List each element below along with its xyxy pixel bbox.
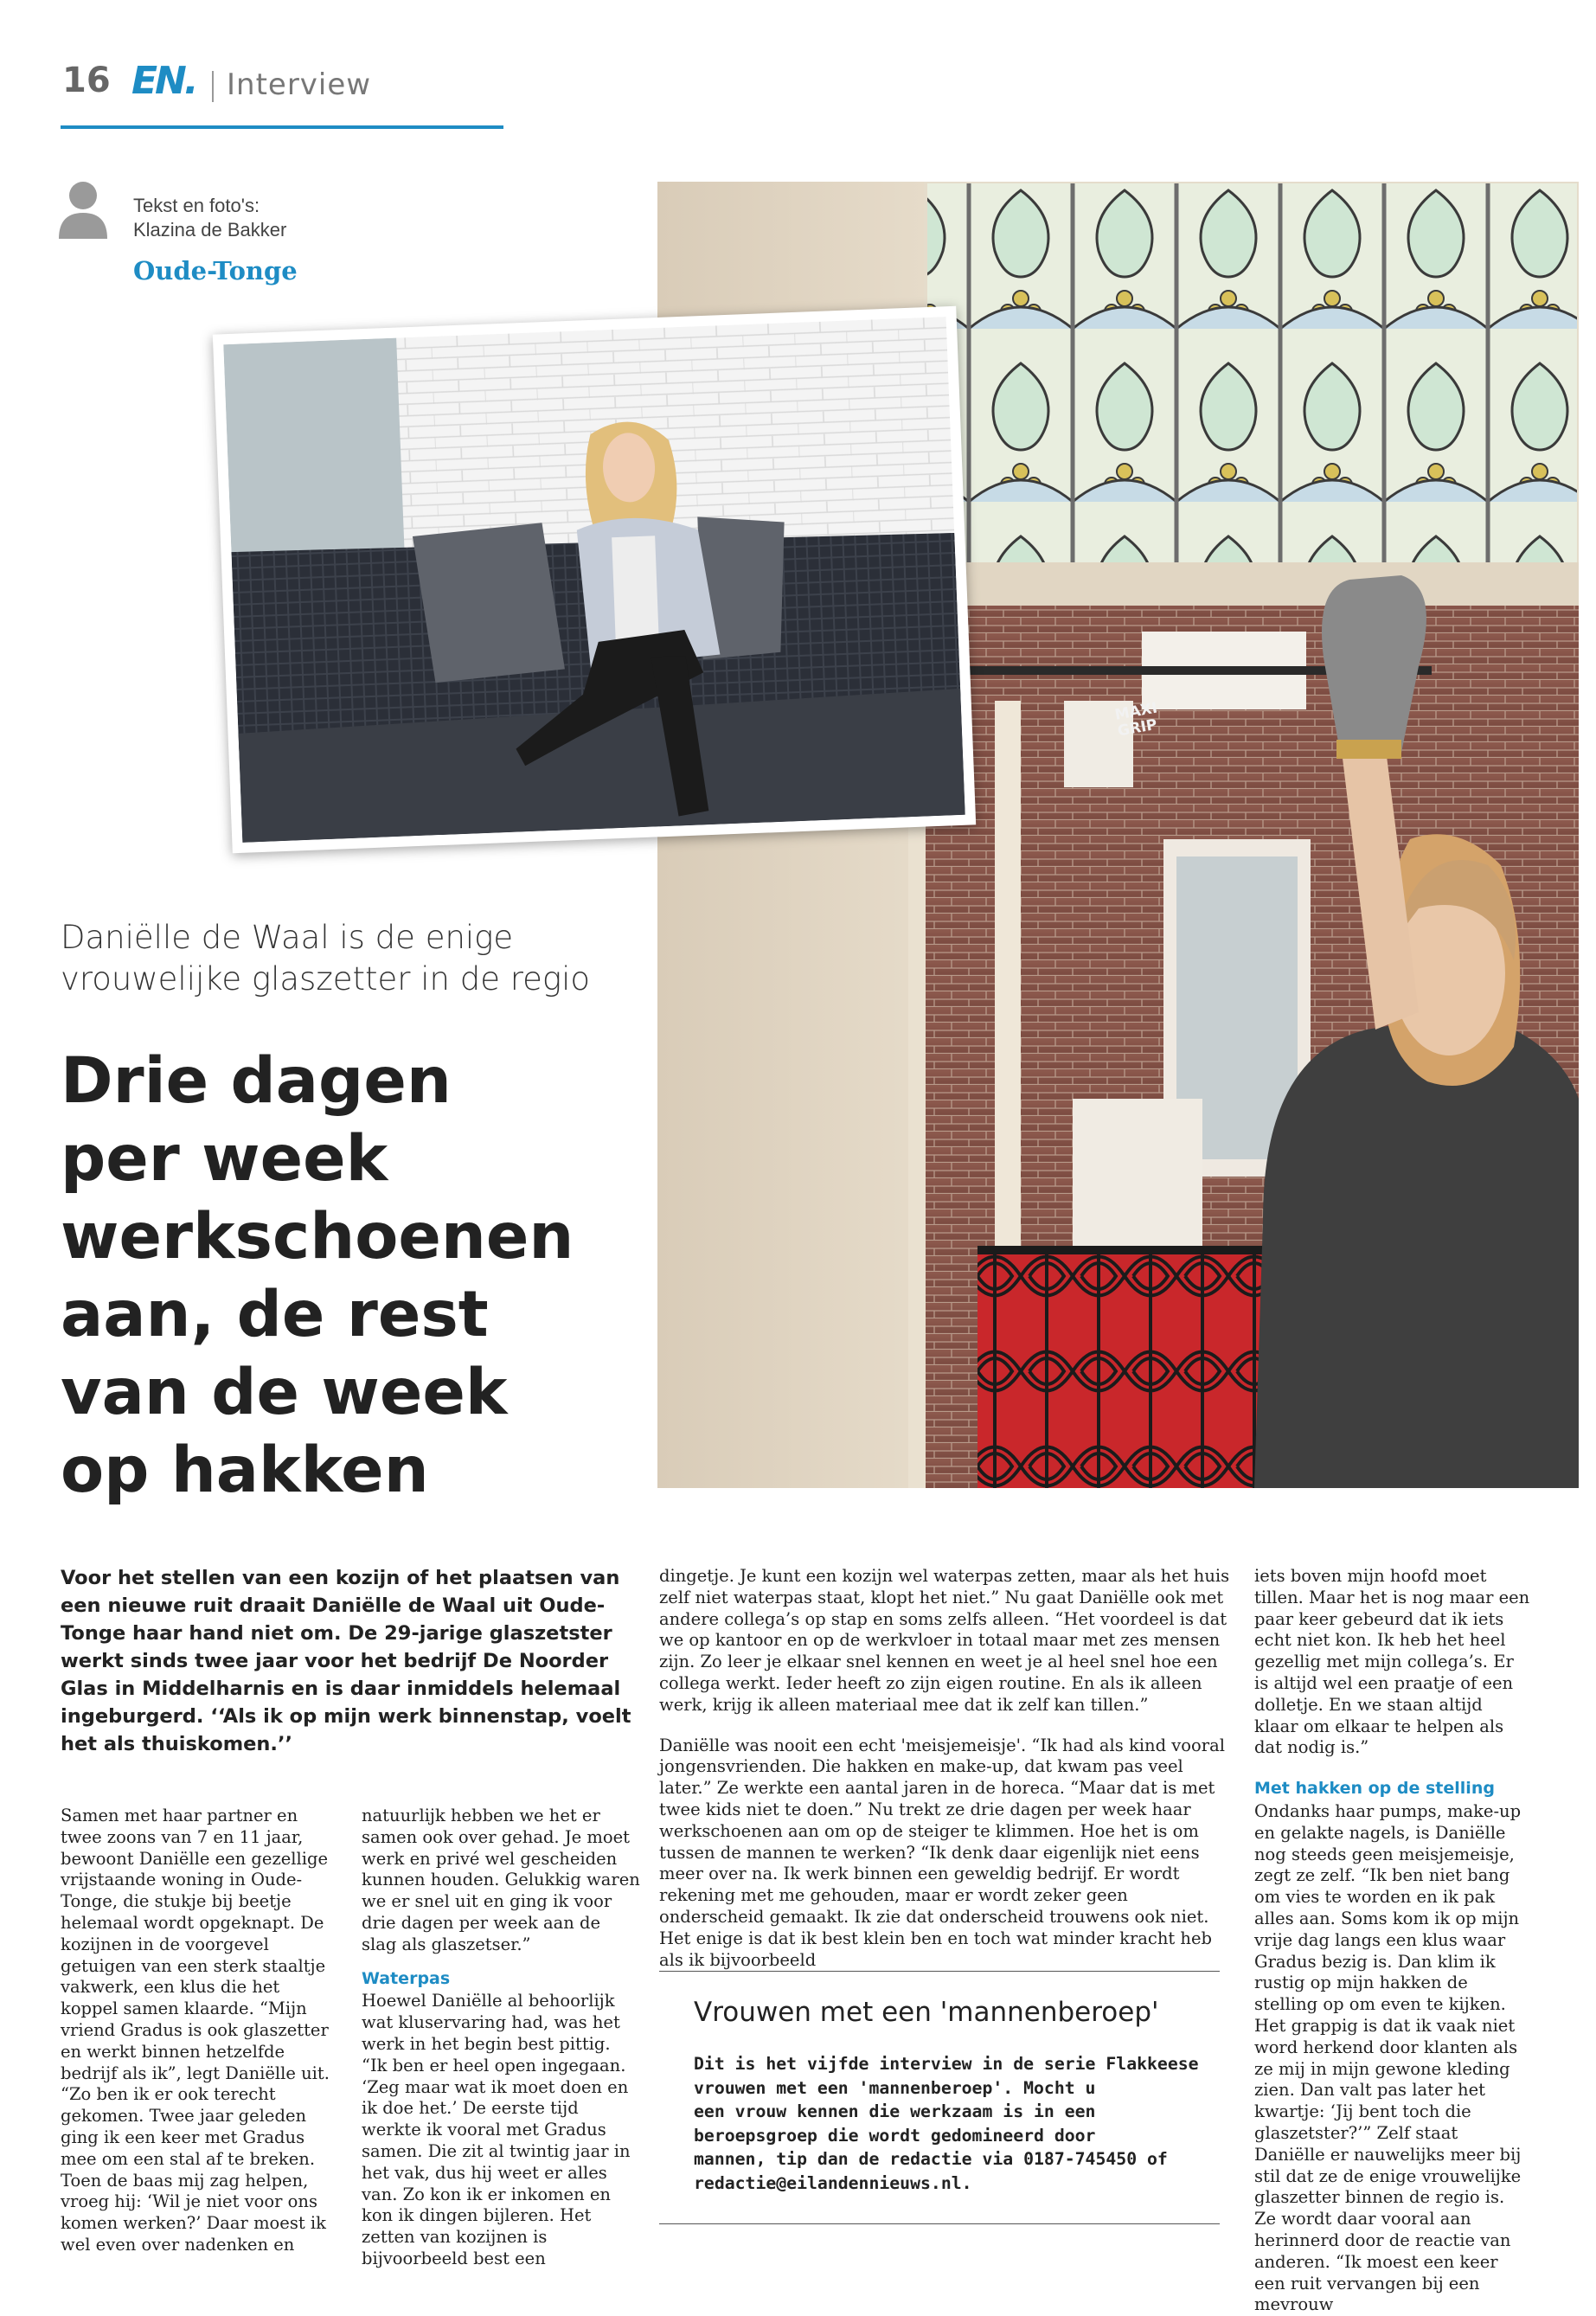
- page-number: 16: [62, 61, 111, 100]
- byline-author: Klazina de Bakker: [133, 219, 287, 241]
- info-box-text: [694, 2052, 1204, 2195]
- body-column-3: [659, 1566, 1230, 1971]
- paragraph: Hoewel Daniëlle al behoorlijk wat kluservaring had, was het werk in het begin best pittig. “Ik ben er heel open ingegaan. ‘Zeg maar wat ik moet doen en ik doe het.’ De eerste tijd werkte ik vooral met Gradus samen. Die zit al twintig jaar in het vak, dus hij weet er alles van. Zo kon ik er inkomen en kon ik dingen bijleren. Het zetten van kozijnen is bijvoorbeeld best een: [362, 1991, 631, 2268]
- header-divider: [212, 71, 214, 102]
- headline-line: van de week: [61, 1356, 508, 1429]
- paragraph: Daniëlle was nooit een echt 'meisjemeisje'. “Ik had als kind vooral jongensvrienden. Die hakken en make-up, dat kwam pas veel later.” Ze werkte een aantal jaren in de horeca. “Maar dat is met twee kids niet te doen.” Nu trekt ze drie dagen per week haar werkschoenen aan om op de steiger te klimmen. Hoe het is om tussen de mannen te werken? “Ik denk daar eigenlijk niet eens meer over na. Ik werk binnen een geweldig bedrijf. Er wordt rekening met me gehouden, maar er wordt zeker geen onderscheid gemaakt. Ik zie dat onderscheid trouwens ook niet. Het enige is dat ik best klein ben en toch wat minder kracht heb als ik bijvoorbeeld: [659, 1735, 1225, 1970]
- kicker: Daniëlle de Waal is de enige vrouwelijke glaszetter in de regio: [61, 919, 591, 998]
- headline-line: aan, de rest: [61, 1278, 489, 1351]
- dateline-place: Oude-Tonge: [133, 256, 298, 285]
- byline-credit: Tekst en foto's:: [133, 195, 260, 216]
- headline-line: per week: [61, 1122, 388, 1196]
- paragraph: dingetje. Je kunt een kozijn wel waterpas zetten, maar als het huis zelf niet waterpas staat, klopt het niet.” Nu gaat Daniëlle ook met andere collega’s op stap en soms zelfs alleen. “Het voordeel is dat we op kantoor en op de werkvloer in totaal maar met zes mensen zijn. Zo leer je elkaar snel kennen en weet je al heel snel hoe een collega werkt. Ieder heeft zo zijn eigen routine. En als ik alleen werk, krijg ik alleen materiaal mee dat ik zelf kan tillen.”: [659, 1566, 1230, 1715]
- subheading-hakken: Met hakken op de stelling: [1254, 1779, 1495, 1799]
- info-box-line: redactie@eilandennieuws.nl.: [694, 2172, 972, 2193]
- info-box-line: beroepsgroep die wordt gedomineerd door: [694, 2125, 1096, 2146]
- lead-paragraph: Voor het stellen van een kozijn of het plaatsen van een nieuwe ruit draait Daniëlle de Waal uit Oude-Tonge haar hand niet om. De 29-jarige glaszetster werkt sinds twee jaar voor het bedrijf De Noorder Glas in Middelharnis en is daar inmiddels helemaal ingeburgerd. ‘‘Als ik op mijn werk binnenstap, voelt het als thuiskomen.’’: [61, 1567, 631, 1755]
- info-box-line: een vrouw kennen die werkzaam is in een: [694, 2101, 1096, 2121]
- paragraph: Samen met haar partner en twee zoons van 7 en 11 jaar, bewoont Daniëlle een gezellige vrijstaande woning in Oude-Tonge, die stukje bij beetje helemaal wordt opgeknapt. De kozijnen in de voorgevel getuigen van een sterk staaltje vakwerk, een klus die het koppel samen klaarde. “Mijn vriend Gradus is ook glaszetter en werkt binnen hetzelfde bedrijf als ik”, legt Daniëlle uit. “Zo ben ik er ook terecht gekomen. Twee jaar geleden ging ik een keer met Gradus mee om een stal af te breken. Toen de baas mij zag helpen, vroeg hij: ‘Wil je niet voor ons komen werken?’ Daar moest ik wel even over nadenken en: [61, 1806, 330, 2255]
- body-column-2: [362, 1806, 640, 2270]
- info-box-line: mannen, tip dan de redactie via 0187-745450 of: [694, 2149, 1168, 2169]
- body-column-4: [1254, 1566, 1531, 2316]
- paragraph: iets boven mijn hoofd moet tillen. Maar het is nog maar een paar keer gebeurd dat ik iets echt niet kon. Ik heb het heel gezellig met mijn collega’s. Er is altijd wel een praatje of een dolletje. En we staan altijd klaar om elkaar te helpen als dat nodig is.”: [1254, 1566, 1530, 1758]
- paragraph: Ondanks haar pumps, make-up en gelakte nagels, is Daniëlle nog steeds geen meisjemeisje, zegt ze zelf. “Ik ben niet bang om vies te worden en ik pak alles aan. Soms kom ik op mijn vrije dag langs een klus waar Gradus bezig is. Dan klim ik rustig op mijn hakken de stelling op om even te kijken. Het grappig is dat ik vaak niet word herkend door klanten als ze mij in mijn gewone kleding zien. Dan valt pas later het kwartje: ‘Jij bent toch die glaszetster?’” Zelf staat Daniëlle er nauwelijks meer bij stil dat ze de enige vrouwelijke glaszetter binnen de regio is. Ze wordt daar vooral aan herinnerd door de reactie van anderen. “Ik moest een keer een ruit vervangen bij een mevrouw: [1254, 1800, 1522, 2315]
- author-avatar-icon: [57, 180, 109, 239]
- info-box-title: Vrouwen met een 'mannenberoep': [694, 1997, 1159, 2028]
- header-rule: [61, 125, 503, 129]
- headline-line: Drie dagen: [61, 1044, 452, 1118]
- body-column-1: [61, 1806, 336, 2256]
- inset-photo: [213, 306, 976, 854]
- info-box-line: Dit is het vijfde interview in de serie Flakkeese: [694, 2054, 1199, 2074]
- headline-line: op hakken: [61, 1434, 429, 1507]
- inset-photo-illustration: [223, 317, 965, 843]
- paragraph: natuurlijk hebben we het er samen ook over gehad. Je moet werk en privé wel gescheiden kunnen houden. Gelukkig waren we er snel uit en ging ik voor drie dagen per week aan de slag als glaszetser.”: [362, 1806, 640, 1954]
- info-box-line: vrouwen met een 'mannenberoep'. Mocht u: [694, 2077, 1096, 2098]
- subheading-waterpas: Waterpas: [362, 1968, 451, 1988]
- section-label: Interview: [227, 67, 372, 102]
- publication-logo: EN.: [131, 59, 196, 103]
- glove-print: MAXI GRIP: [1113, 699, 1159, 741]
- headline: [61, 1043, 631, 1510]
- byline: [133, 194, 286, 242]
- box-bottom-rule: [659, 2223, 1220, 2224]
- box-top-rule: [659, 1971, 1220, 1972]
- headline-line: werkschoenen: [61, 1200, 574, 1273]
